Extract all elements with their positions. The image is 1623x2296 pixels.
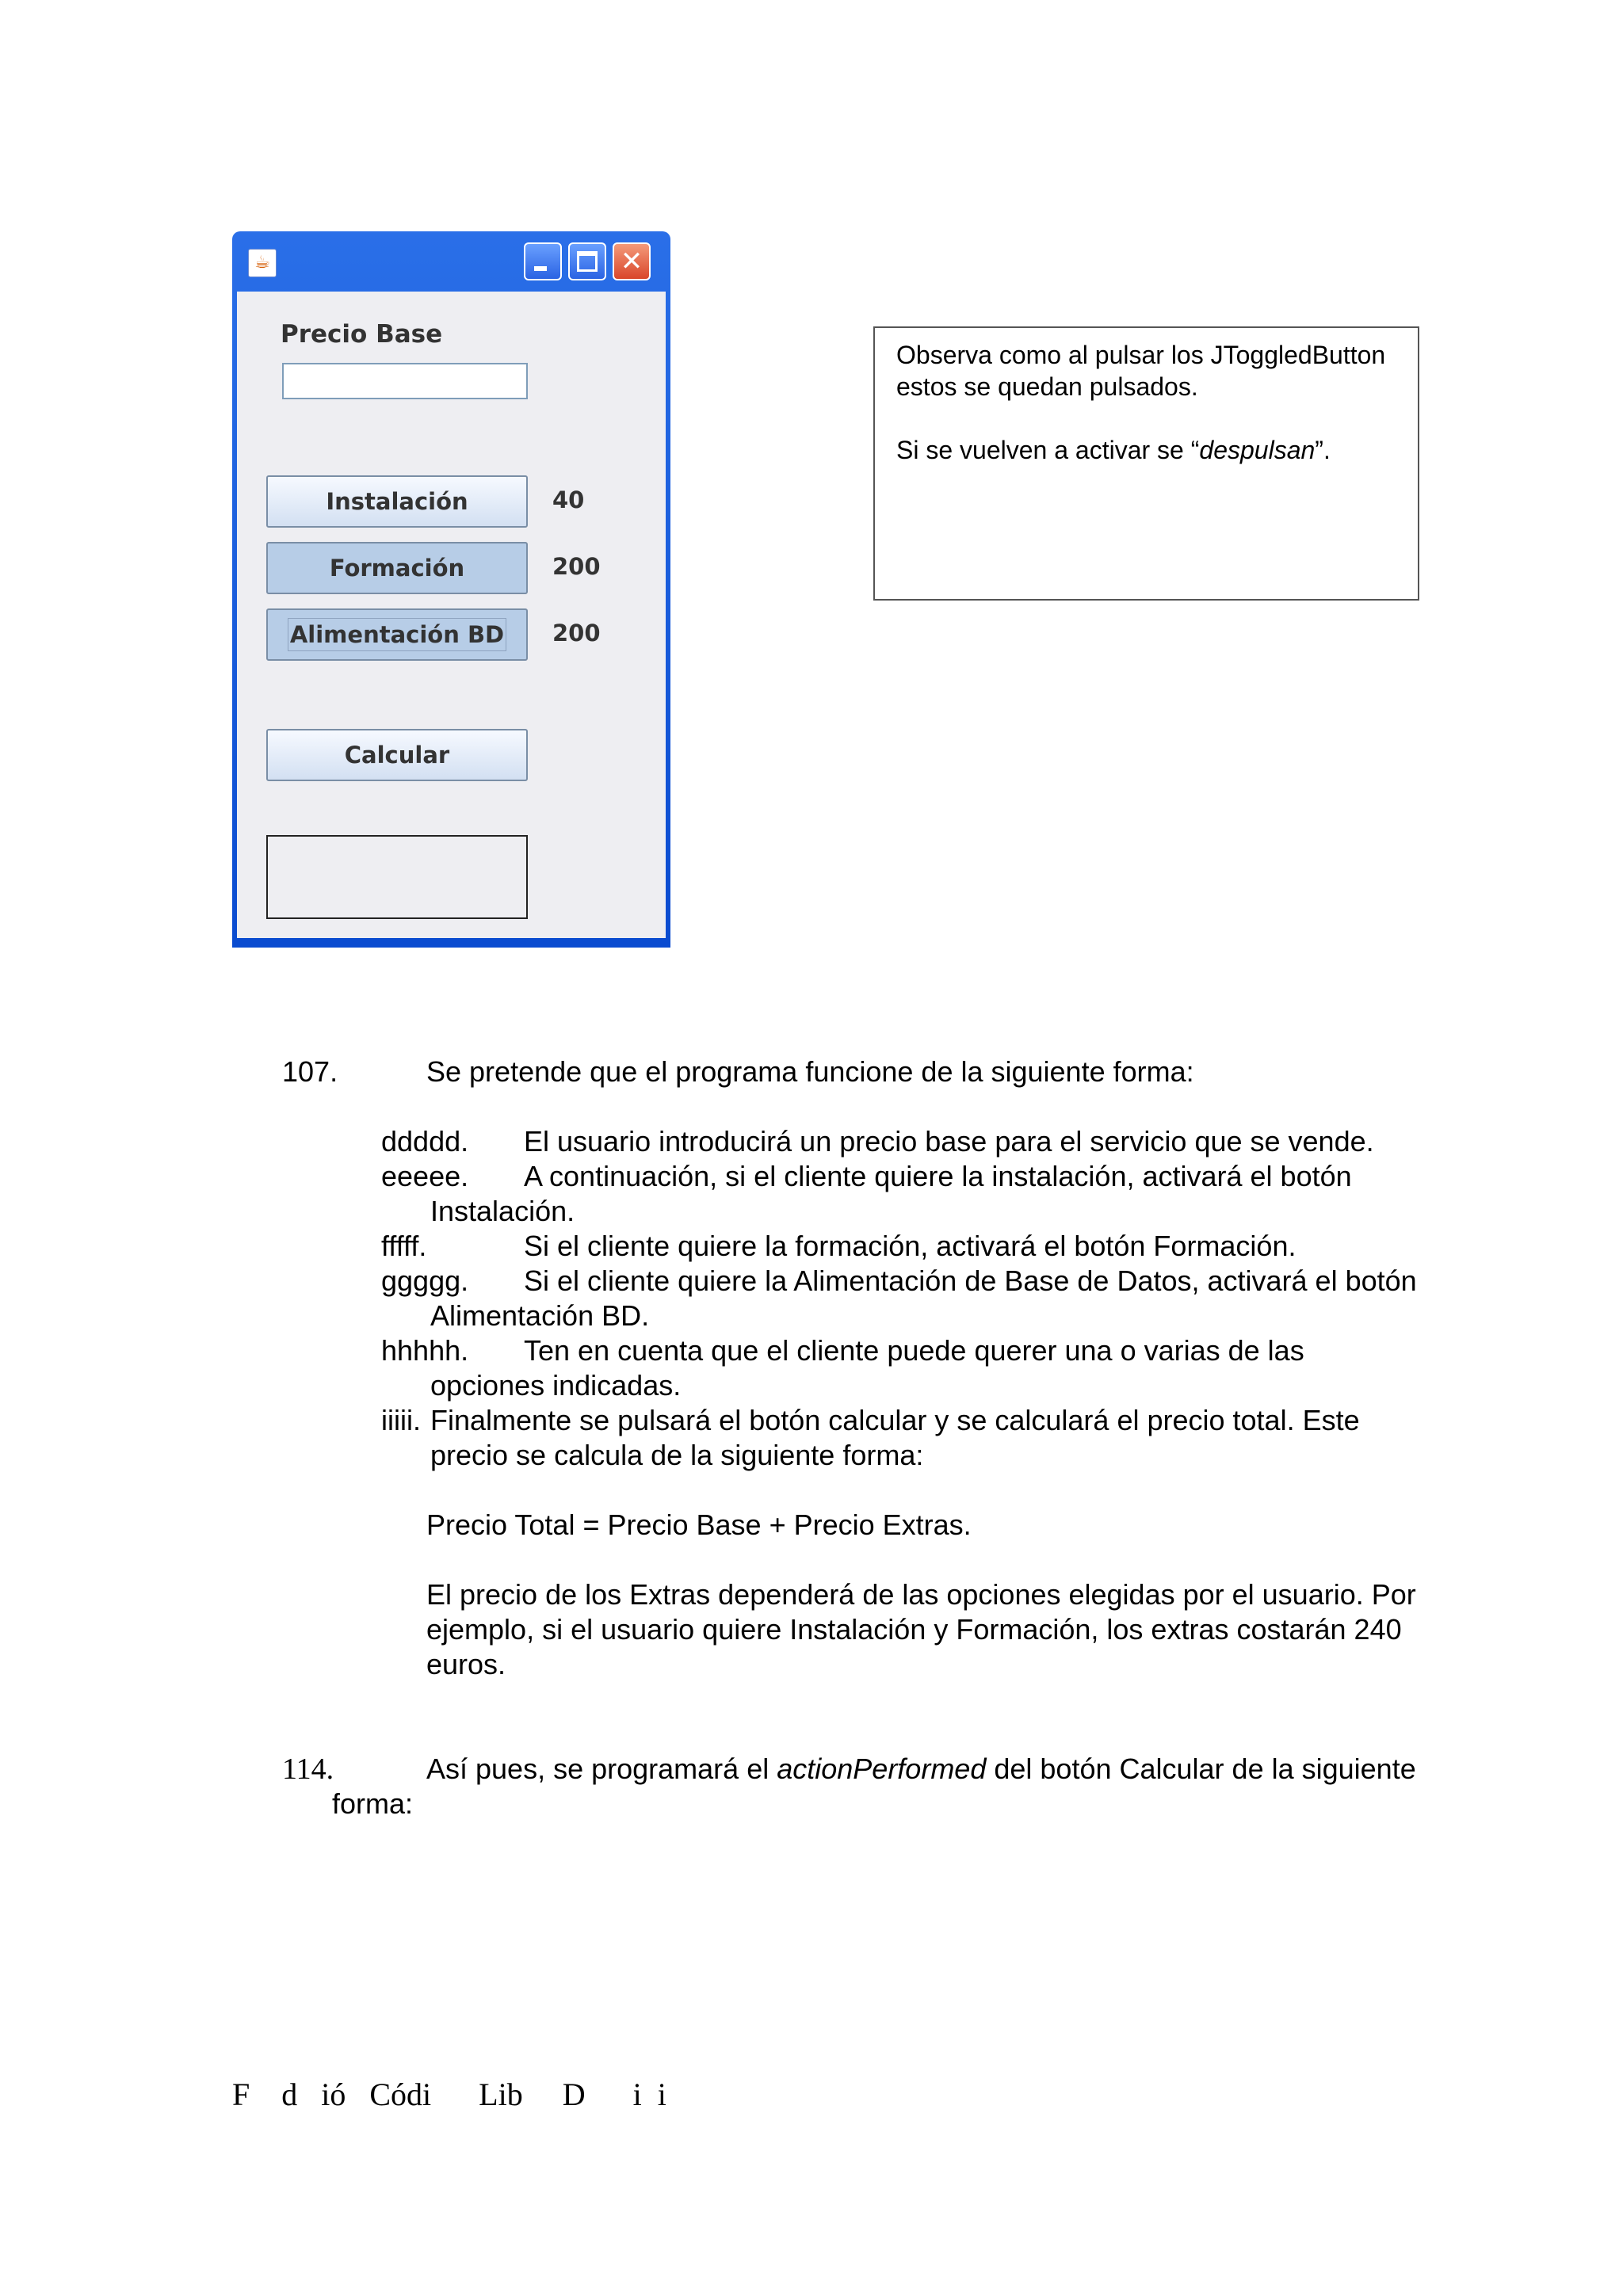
sub-text-5: Ten en cuenta que el cliente puede querer una o varias de las xyxy=(524,1334,1304,1367)
maximize-button[interactable] xyxy=(568,242,606,280)
sub-text-1: El usuario introducirá un precio base para el servicio que se vende. xyxy=(524,1125,1374,1158)
note-line-1: Observa como al pulsar los JToggledButton estos se quedan pulsados. xyxy=(896,341,1386,401)
sub-cont-4: Alimentación BD. xyxy=(430,1299,650,1332)
precio-base-input[interactable] xyxy=(282,363,528,399)
sub-text-4: Si el cliente quiere la Alimentación de Base de Datos, activará el botón xyxy=(524,1264,1417,1297)
instalacion-price: 40 xyxy=(552,486,585,513)
item-114-pre: Así pues, se programará el xyxy=(426,1753,777,1785)
item-107-number: 107. xyxy=(282,1055,338,1088)
minimize-icon xyxy=(534,266,547,271)
item-114-text xyxy=(426,1752,1416,1787)
sub-mark-3: fffff. xyxy=(381,1230,427,1262)
sub-cont-5: opciones indicadas. xyxy=(430,1369,682,1402)
item-114-post: del botón Calcular de la siguiente xyxy=(986,1753,1416,1785)
formacion-price: 200 xyxy=(552,553,601,580)
extras-line-3: euros. xyxy=(426,1648,506,1680)
formula: Precio Total = Precio Base + Precio Extras. xyxy=(426,1508,972,1541)
note-line-2-post: ”. xyxy=(1315,436,1331,464)
alimentacion-bd-price: 200 xyxy=(552,620,601,646)
title-bar[interactable] xyxy=(237,231,666,292)
close-icon: ✕ xyxy=(620,246,643,277)
maximize-icon xyxy=(577,251,598,272)
note-box xyxy=(873,326,1419,601)
result-label-box xyxy=(266,835,528,919)
precio-base-label: Precio Base xyxy=(281,320,443,349)
page-footer: F d ió Códi Lib D i i xyxy=(232,2077,666,2112)
sub-mark-2: eeeee. xyxy=(381,1160,469,1192)
close-button[interactable] xyxy=(613,242,651,280)
sub-mark-1: ddddd. xyxy=(381,1125,469,1158)
note-line-2 xyxy=(896,434,1396,466)
calcular-button[interactable]: Calcular xyxy=(266,729,528,781)
note-line-2-em: despulsan xyxy=(1199,436,1316,464)
window-content xyxy=(237,292,666,938)
alimentacion-bd-toggle-button[interactable] xyxy=(266,608,528,661)
item-114-number: 114. xyxy=(282,1753,334,1786)
sub-cont-6: precio se calcula de la siguiente forma: xyxy=(430,1439,924,1471)
extras-line-2: ejemplo, si el usuario quiere Instalación y Formación, los extras costarán 240 xyxy=(426,1613,1402,1646)
sub-text-6: Finalmente se pulsará el botón calcular y se calculará el precio total. Este xyxy=(430,1404,1360,1436)
instalacion-toggle-button[interactable]: Instalación xyxy=(266,475,528,528)
swing-window xyxy=(232,231,670,948)
sub-mark-4: ggggg. xyxy=(381,1264,469,1297)
sub-cont-2: Instalación. xyxy=(430,1195,575,1227)
sub-mark-6: iiiii. xyxy=(381,1404,421,1436)
note-line-2-pre: Si se vuelven a activar se “ xyxy=(896,436,1200,464)
sub-mark-5: hhhhh. xyxy=(381,1334,469,1367)
sub-text-2: A continuación, si el cliente quiere la instalación, activará el botón xyxy=(524,1160,1352,1192)
extras-line-1: El precio de los Extras dependerá de las opciones elegidas por el usuario. Por xyxy=(426,1578,1416,1611)
minimize-button[interactable] xyxy=(524,242,562,280)
item-114-cont: forma: xyxy=(332,1787,414,1820)
java-icon[interactable]: ☕ xyxy=(248,249,277,277)
alimentacion-bd-label: Alimentación BD xyxy=(288,618,506,651)
item-114-em: actionPerformed xyxy=(777,1753,987,1785)
item-107-text: Se pretende que el programa funcione de la siguiente forma: xyxy=(426,1055,1194,1088)
formacion-toggle-button[interactable]: Formación xyxy=(266,542,528,594)
sub-text-3: Si el cliente quiere la formación, activará el botón Formación. xyxy=(524,1230,1296,1262)
